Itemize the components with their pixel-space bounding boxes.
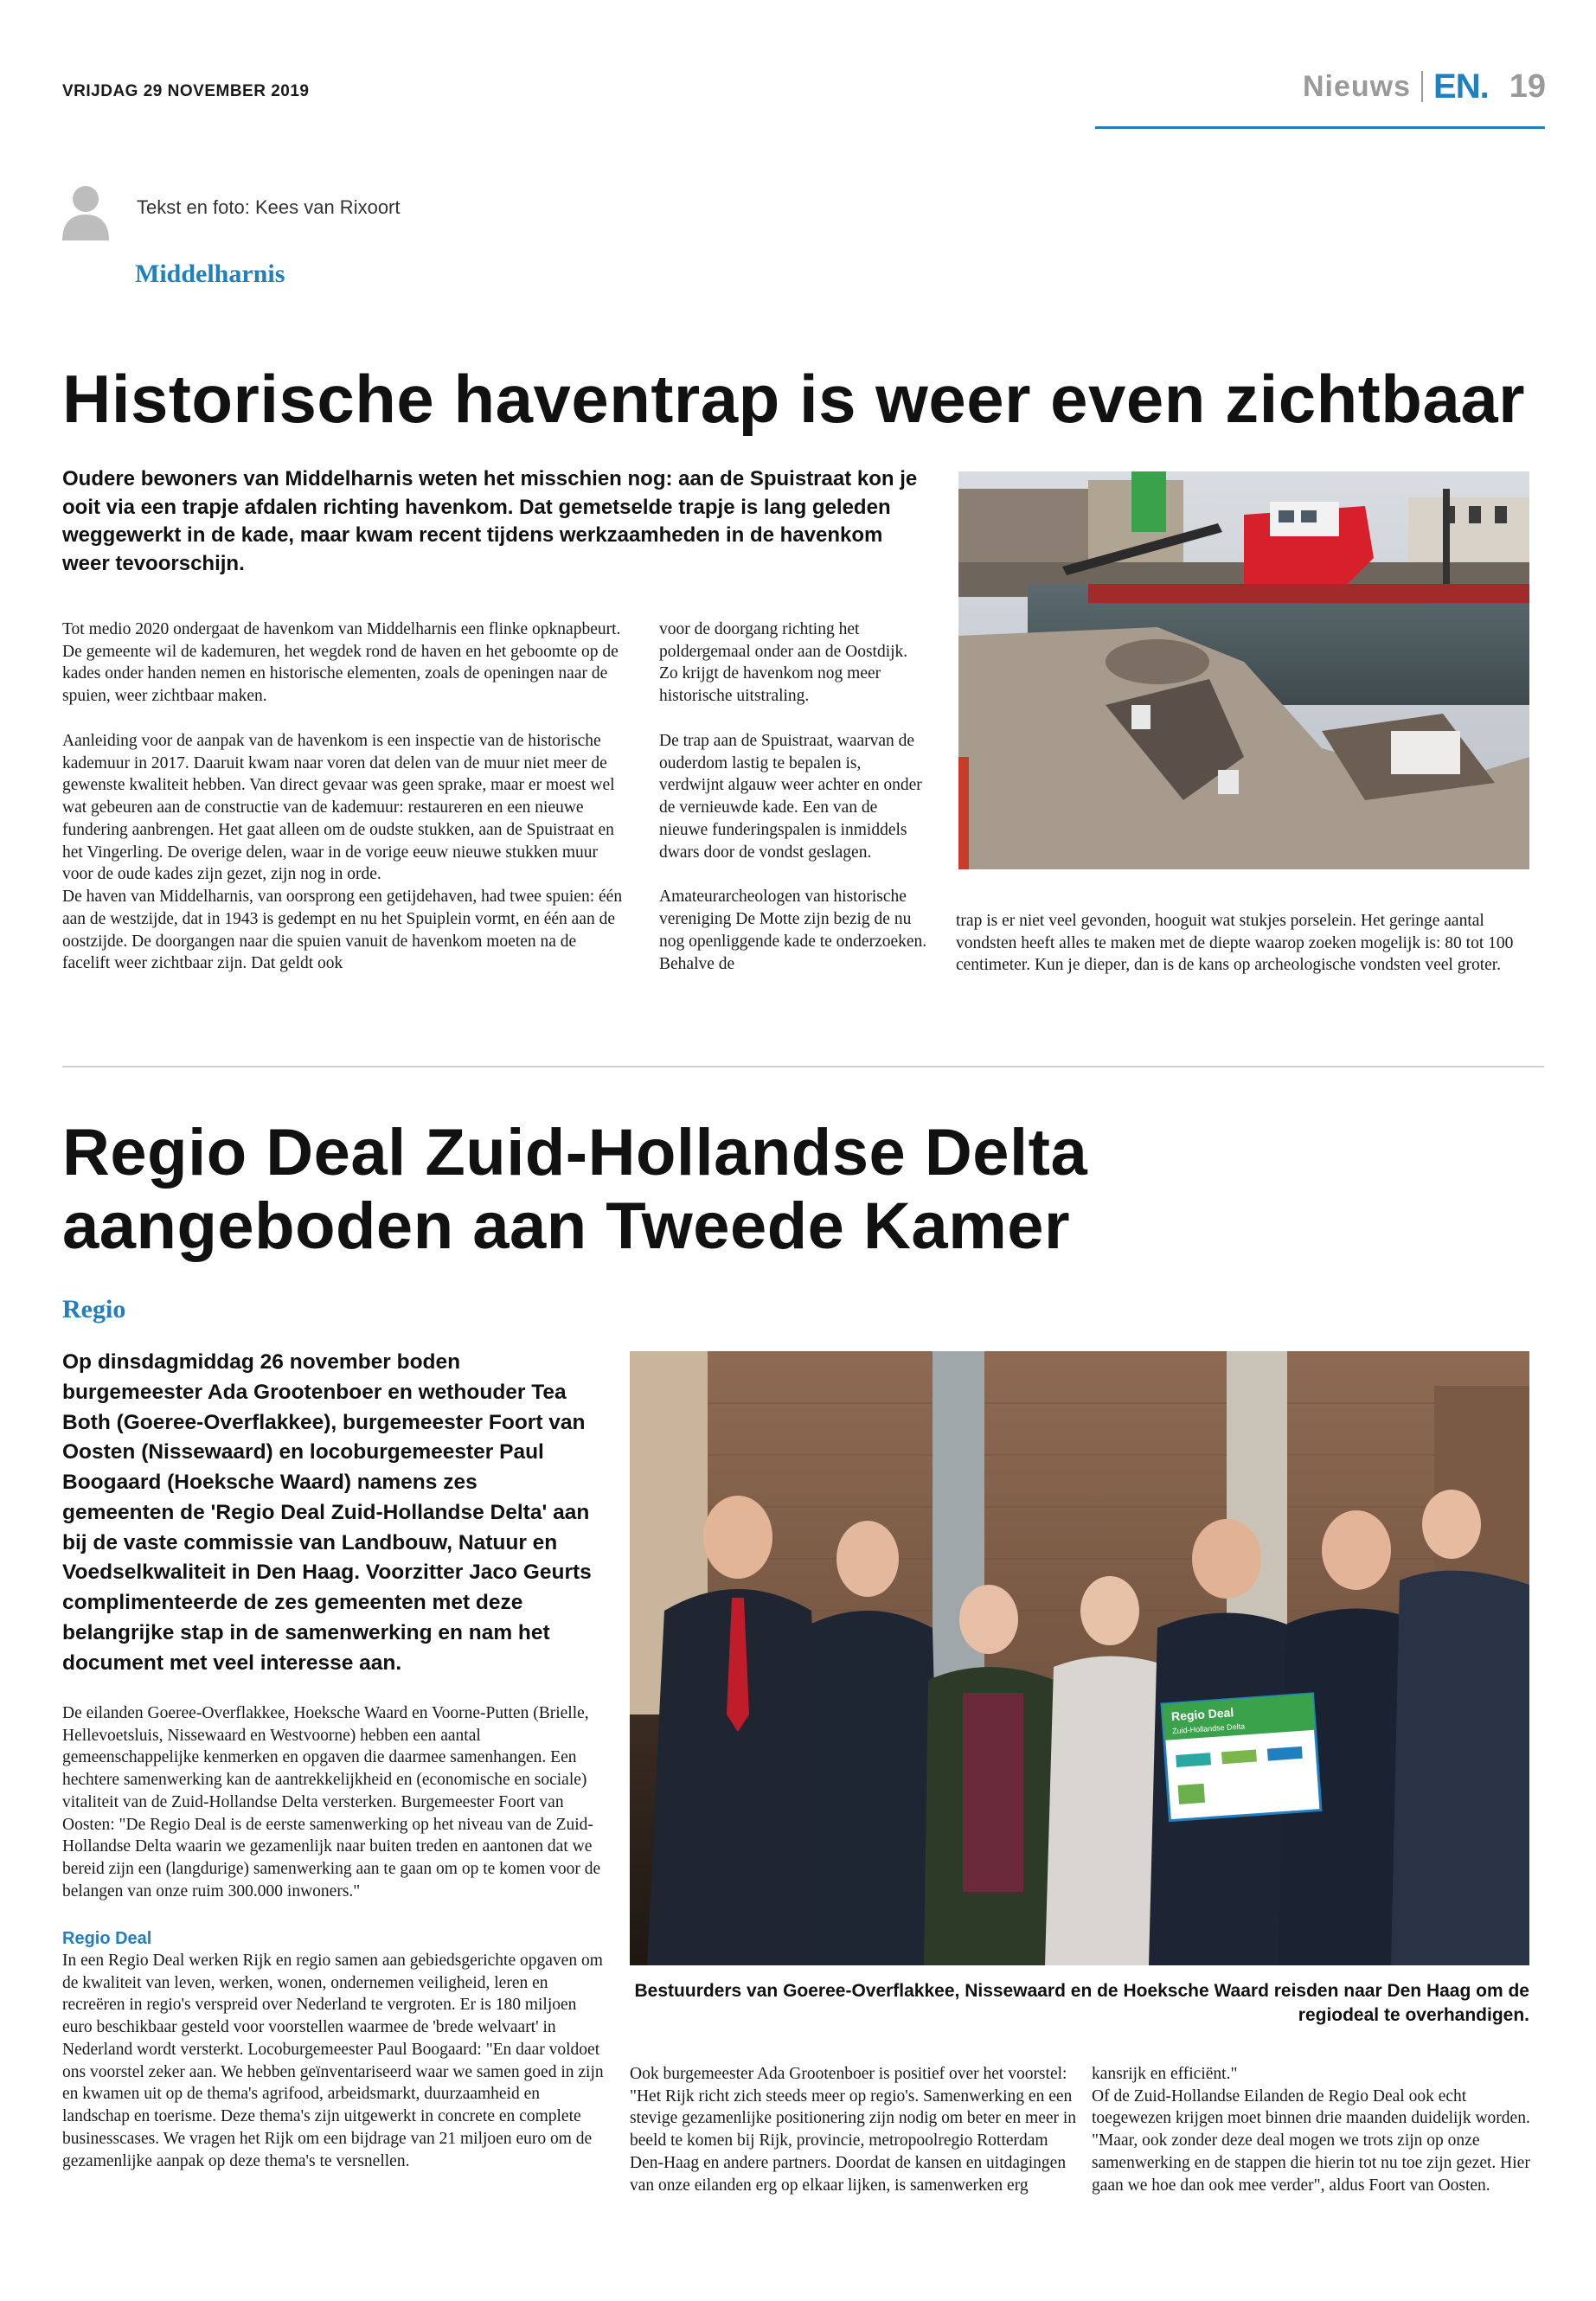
article1-col1-paragraph: Tot medio 2020 ondergaat de havenkom van Middelharnis een flinke opknapbeurt. De gemeente wil de kademuren, het wegdek rond de haven en het geboomte op de kades onder handen nemen en historische elementen, zoals de openingen naar de spuien, weer zichtbaar maken. <box>62 620 621 706</box>
article2-col1-paragraph: De eilanden Goeree-Overflakkee, Hoeksche Waard en Voorne-Putten (Brielle, Hellevoetsluis, Nissewaard en Westvoorne) hebben een aantal gemeenschappelijke kenmerken en opgaven die daarmee samenhangen. Een hechtere samenwerking kan de aantrekkelijkheid en (economische en sociale) vitaliteit van de Zuid-Hollandse Delta versterken. Burgemeester Foort van Oosten: "De Regio Deal is de eerste samenwerking op het niveau van de Zuid-Hollandse Delta waarin we gezamenlijk naar buiten treden en aantonen dat we bereid zijn een (langdurige) samenwerking aan te gaan om op te komen voor de belangen van onze ruim 300.000 inwoners." <box>62 1704 601 1900</box>
article1-col1-paragraph: De haven van Middelharnis, van oorsprong een getijdehaven, had twee spuien: één aan de westzijde, dat in 1943 is gedempt en nu het Spuiplein vormt, en één aan de oostzijde. De doorgangen naar die spuien vanuit de havenkom moeten na de facelift weer zichtbaar zijn. Dat geldt ook <box>62 888 623 973</box>
article2-subhead: Regio Deal <box>62 1928 152 1948</box>
page-number: 19 <box>1509 67 1546 105</box>
article2-column-1 <box>62 1702 607 2172</box>
article2-column-2 <box>630 2063 1080 2196</box>
article-divider <box>62 1066 1544 1067</box>
article1-column-3 <box>956 910 1535 977</box>
article2-col3-paragraph: Of de Zuid-Hollandse Eilanden de Regio Deal ook echt toegewezen krijgen moet binnen drie maanden duidelijk worden. "Maar, ook zonder deze deal mogen we trots zijn op onze samenwerking en de stappen die hierin tot nu toe zijn gezet. Hier gaan we hoe dan ook mee verder", aldus Foort van Oosten. <box>1092 2086 1530 2195</box>
photo-caption: Bestuurders van Goeree-Overflakkee, Nissewaard en de Hoeksche Waard reisden naar Den Haag om de regiodeal te overhandigen. <box>634 1981 1529 2026</box>
article2-column-3 <box>1092 2063 1533 2196</box>
article1-headline: Historische haventrap is weer even zichtbaar <box>62 361 1526 437</box>
harbour-stairs-photo <box>958 471 1529 869</box>
article1-col3-paragraph: trap is er niet veel gevonden, hooguit wat stukjes porselein. Het geringe aantal vondsten heeft alles te maken met de diepte waarop zoeken mogelijk is: 80 tot 100 centimeter. Kun je dieper, dan is de kans op archeologische vondsten veel groter. <box>956 912 1514 975</box>
article1-lead: Oudere bewoners van Middelharnis weten het misschien nog: aan de Spuistraat kon je ooit via een trapje afdalen richting havenkom. Dat gemetselde trapje is lang geleden weggewerkt in de kade, maar kwam recent tijdens werkzaamheden in de havenkom weer tevoorschijn. <box>62 467 918 575</box>
article2-headline-line: Regio Deal Zuid-Hollandse Delta <box>62 1116 1088 1189</box>
header-divider <box>1421 71 1423 102</box>
header-rule <box>1095 126 1545 129</box>
article1-column-1 <box>62 619 626 975</box>
article2-headline-line: aangeboden aan Tweede Kamer <box>62 1189 1071 1264</box>
article2-headline <box>62 1116 1087 1263</box>
article2-col2-paragraph: Ook burgemeester Ada Grootenboer is positief over het voorstel: "Het Rijk richt zich steeds meer op regio's. Samenwerking en een stevige gezamenlijke positionering zijn nodig om beter en meer in beeld te komen bij Rijk, provincie, metropoolregio Rotterdam Den-Haag en andere partners. Doordat de kansen en uitdagingen van onze eilanden erg op elkaar lijken, is samenwerken erg <box>630 2065 1077 2195</box>
article1-col2-paragraph: Amateurarcheologen van historische vereniging De Motte zijn bezig de nu nog openliggende kade te onderzoeken. Behalve de <box>659 888 927 973</box>
article2-kicker: Regio <box>62 1295 126 1324</box>
newspaper-logo: EN. <box>1433 67 1489 106</box>
person-icon <box>61 182 111 240</box>
article2-lead: Op dinsdagmiddag 26 november boden burgemeester Ada Grootenboer en wethouder Tea Both (Goeree-Overflakkee), burgemeester Foort van Oosten (Nissewaard) en locoburgemeester Paul Boogaard (Hoeksche Waard) namens zes gemeenten de 'Regio Deal Zuid-Hollandse Delta' aan bij de vaste commissie van Landbouw, Natuur en Voedselkwaliteit in Den Haag. Voorzitter Jaco Geurts complimenteerde de zes gemeenten met deze belangrijke stap in de samenwerking en nam het document met veel interesse aan. <box>62 1350 592 1675</box>
issue-date: VRIJDAG 29 NOVEMBER 2019 <box>62 82 310 100</box>
officials-group-photo <box>630 1351 1529 1965</box>
article1-column-2 <box>659 619 929 975</box>
article1-col1-paragraph: Aanleiding voor de aanpak van de havenkom is een inspectie van de historische kademuur in 2017. Daaruit kwam naar voren dat delen van de muur niet meer de gewenste kwaliteit hebben. Van direct gevaar was geen sprake, maar er moest wel wat gebeuren aan de constructie van de kademuur: restaureren en een nieuwe fundering aanbrengen. Het gaat alleen om de oudste stukken, aan de Spuistraat en het Vingerling. De overige delen, waar in de vorige eeuw nieuwe stukken muur voor de oude kades zijn gezet, zijn nog in orde. <box>62 731 615 884</box>
sign-title: Regio Deal <box>1170 1705 1234 1724</box>
article1-col2-paragraph: De trap aan de Spuistraat, waarvan de ouderdom lastig te bepalen is, verdwijnt algauw weer achter en onder de vernieuwde kade. Een van de nieuwe funderingspalen is inmiddels dwars door de vondst geslagen. <box>659 731 922 862</box>
sign-subtitle: Zuid-Hollandse Delta <box>1171 1721 1246 1736</box>
section-label: Nieuws <box>1302 69 1412 103</box>
article2-col3-paragraph: kansrijk en efficiënt." <box>1092 2065 1238 2083</box>
page-header <box>1303 67 1546 106</box>
byline: Tekst en foto: Kees van Rixoort <box>137 196 401 218</box>
article1-kicker: Middelharnis <box>135 260 285 288</box>
article1-col2-paragraph: voor de doorgang richting het poldergemaal onder aan de Oostdijk. Zo krijgt de havenkom nog meer historische uitstraling. <box>659 620 908 706</box>
article2-col1-paragraph: In een Regio Deal werken Rijk en regio samen aan gebiedsgerichte opgaven om de kwaliteit van leven, werken, wonen, ondernemen veiligheid, leren en recreëren in regio's verspreid over Nederland te vergroten. Er is 180 miljoen euro beschikbaar gesteld voor voorstellen waarmee de 'brede welvaart' in Nederland wordt versterkt. Locoburgemeester Paul Boogaard: "En daar voldoet ons voorstel zeker aan. We hebben geïnventariseerd waar we samen goed in zijn en kwamen uit op de thema's agrifood, arbeidsmarkt, duurzaamheid en landschap en toerisme. Deze thema's zijn uitgewerkt in concrete en complete businesscases. We vragen het Rijk om een bijdrage van 21 miljoen euro om de gezamenlijke aanpak op deze thema's te versnellen. <box>62 1952 604 2170</box>
